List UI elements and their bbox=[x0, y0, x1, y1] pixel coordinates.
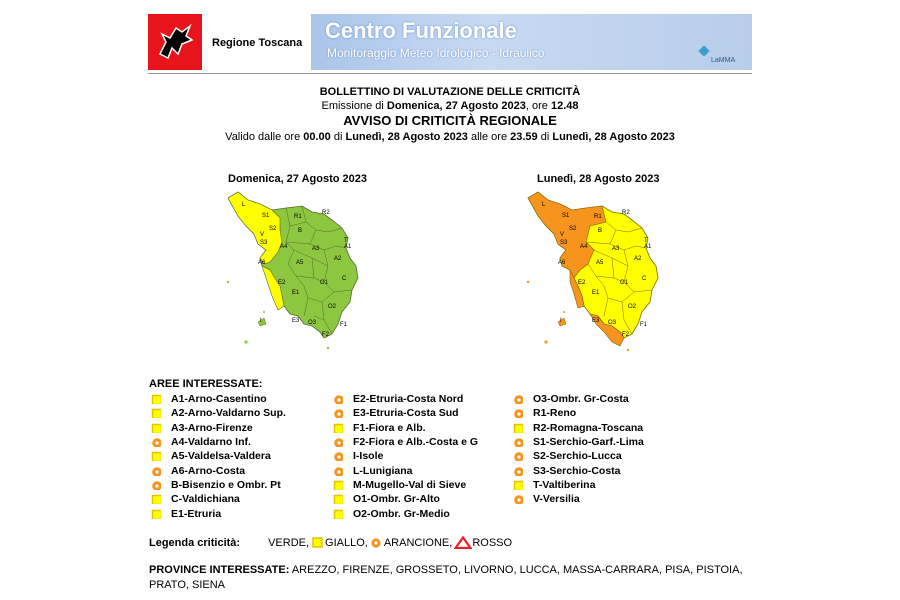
yellow-square-icon bbox=[513, 423, 523, 433]
orange-circle-icon bbox=[333, 451, 343, 461]
svg-text:A4: A4 bbox=[580, 244, 588, 250]
svg-text:R1: R1 bbox=[294, 214, 302, 220]
svg-text:E2: E2 bbox=[578, 280, 586, 286]
svg-text:S2: S2 bbox=[569, 226, 577, 232]
area-label: O1-Ombr. Gr-Alto bbox=[353, 493, 440, 506]
svg-text:O2: O2 bbox=[328, 304, 337, 310]
area-label: O2-Ombr. Gr-Medio bbox=[353, 507, 450, 520]
area-label: R2-Romagna-Toscana bbox=[533, 421, 644, 434]
areas-column-2 bbox=[333, 392, 478, 521]
area-label: O3-Ombr. Gr-Costa bbox=[533, 393, 629, 406]
provinces-label: PROVINCE INTERESSATE: bbox=[149, 564, 290, 576]
svg-text:T: T bbox=[644, 238, 648, 244]
svg-text:A1: A1 bbox=[344, 244, 352, 250]
areas-column-1 bbox=[151, 392, 286, 521]
svg-text:I: I bbox=[560, 318, 562, 324]
map-right-title: Lunedì, 28 Agosto 2023 bbox=[537, 173, 660, 185]
svg-text:A2: A2 bbox=[634, 256, 642, 262]
svg-text:O1: O1 bbox=[620, 280, 629, 286]
svg-text:S1: S1 bbox=[562, 213, 570, 219]
svg-text:L: L bbox=[242, 202, 246, 208]
orange-circle-icon bbox=[513, 437, 523, 447]
svg-text:O3: O3 bbox=[308, 320, 317, 326]
area-label: A5-Valdelsa-Valdera bbox=[171, 450, 271, 463]
svg-text:S1: S1 bbox=[262, 213, 270, 219]
svg-text:A6: A6 bbox=[258, 260, 266, 266]
yellow-square-icon bbox=[333, 509, 343, 519]
area-label: A6-Arno-Costa bbox=[171, 464, 246, 477]
svg-text:C: C bbox=[342, 276, 347, 282]
svg-text:F2: F2 bbox=[322, 332, 330, 338]
orange-circle-icon bbox=[151, 437, 161, 447]
svg-text:F1: F1 bbox=[640, 322, 648, 328]
provinces bbox=[149, 563, 749, 593]
map-domenica bbox=[224, 186, 374, 354]
pegasus-icon bbox=[148, 14, 202, 70]
area-item bbox=[513, 406, 644, 420]
area-label: A4-Valdarno Inf. bbox=[171, 436, 251, 449]
area-item bbox=[513, 478, 644, 492]
svg-text:A5: A5 bbox=[596, 260, 604, 266]
areas-column-3 bbox=[513, 392, 644, 506]
banner-title: Centro Funzionale bbox=[325, 18, 517, 43]
svg-text:S3: S3 bbox=[560, 240, 568, 246]
legend-verde: VERDE, bbox=[268, 536, 310, 549]
area-label: V-Versilia bbox=[533, 493, 580, 506]
svg-text:R2: R2 bbox=[322, 210, 330, 216]
emission-line: Emissione di Domenica, 27 Agosto 2023, ore 12.48 bbox=[321, 100, 579, 112]
yellow-square-icon bbox=[311, 537, 325, 549]
svg-text:E3: E3 bbox=[592, 318, 600, 324]
area-label: A2-Arno-Valdarno Sup. bbox=[171, 407, 286, 420]
header-divider bbox=[148, 73, 752, 74]
area-item bbox=[333, 421, 478, 435]
area-item bbox=[333, 492, 478, 506]
area-label: F2-Fiora e Alb.-Costa e G bbox=[353, 436, 479, 449]
svg-text:R1: R1 bbox=[594, 214, 602, 220]
svg-text:B: B bbox=[298, 228, 303, 234]
svg-text:V: V bbox=[260, 232, 265, 238]
svg-text:E2: E2 bbox=[278, 280, 286, 286]
validity-line: Valido dalle ore 00.00 di Lunedì, 28 Agosto 2023 alle ore 23.59 di Lunedì, 28 Agosto 2023 bbox=[225, 131, 675, 143]
legend bbox=[149, 536, 514, 549]
svg-text:A3: A3 bbox=[612, 246, 620, 252]
area-label: F1-Fiora e Alb. bbox=[353, 421, 426, 434]
svg-text:A5: A5 bbox=[296, 260, 304, 266]
provinces-list: AREZZO, FIRENZE, GROSSETO, LIVORNO, LUCCA, MASSA-CARRARA, PISA, PISTOIA, PRATO, SIENA bbox=[149, 564, 743, 591]
area-item bbox=[151, 449, 286, 463]
banner-subtitle: Monitoraggio Meteo Idrologico - Idraulico bbox=[327, 46, 545, 60]
area-item bbox=[333, 478, 478, 492]
area-label: L-Lunigiana bbox=[353, 464, 413, 477]
area-label: M-Mugello-Val di Sieve bbox=[353, 478, 467, 491]
area-label: B-Bisenzio e Ombr. Pt bbox=[171, 478, 281, 491]
svg-text:A2: A2 bbox=[334, 256, 342, 262]
svg-text:A1: A1 bbox=[644, 244, 652, 250]
area-item bbox=[151, 435, 286, 449]
svg-text:E1: E1 bbox=[292, 290, 300, 296]
orange-circle-icon bbox=[513, 494, 523, 504]
svg-text:I: I bbox=[260, 318, 262, 324]
areas-heading: AREE INTERESSATE: bbox=[149, 378, 263, 390]
yellow-square-icon bbox=[151, 394, 161, 404]
svg-text:R2: R2 bbox=[622, 210, 630, 216]
svg-text:A3: A3 bbox=[312, 246, 320, 252]
area-label: E3-Etruria-Costa Sud bbox=[353, 407, 459, 420]
area-label: E2-Etruria-Costa Nord bbox=[353, 393, 464, 406]
orange-circle-icon bbox=[513, 408, 523, 418]
legend-label: Legenda criticità: bbox=[149, 536, 241, 549]
map-left-title: Domenica, 27 Agosto 2023 bbox=[228, 173, 367, 185]
area-item bbox=[513, 492, 644, 506]
area-label: T-Valtiberina bbox=[533, 478, 596, 491]
area-item bbox=[513, 392, 644, 406]
svg-text:S2: S2 bbox=[269, 226, 277, 232]
avviso-title: AVVISO DI CRITICITÀ REGIONALE bbox=[343, 113, 557, 128]
yellow-square-icon bbox=[151, 509, 161, 519]
area-item bbox=[333, 406, 478, 420]
area-item bbox=[513, 421, 644, 435]
area-label: I-Isole bbox=[353, 450, 384, 463]
area-label: S2-Serchio-Lucca bbox=[533, 450, 622, 463]
svg-text:F1: F1 bbox=[340, 322, 348, 328]
svg-text:O1: O1 bbox=[320, 280, 329, 286]
area-item bbox=[513, 463, 644, 477]
orange-circle-icon bbox=[333, 394, 343, 404]
area-item bbox=[333, 463, 478, 477]
red-triangle-icon bbox=[454, 536, 472, 549]
area-label: C-Valdichiana bbox=[171, 493, 240, 506]
area-item bbox=[513, 435, 644, 449]
orange-circle-icon bbox=[151, 480, 161, 490]
svg-text:A4: A4 bbox=[280, 244, 288, 250]
svg-text:B: B bbox=[598, 228, 603, 234]
area-item bbox=[333, 449, 478, 463]
yellow-square-icon bbox=[333, 494, 343, 504]
area-item bbox=[151, 392, 286, 406]
regione-toscana-logo bbox=[148, 14, 202, 70]
yellow-square-icon bbox=[151, 423, 161, 433]
orange-circle-icon bbox=[151, 466, 161, 476]
area-item bbox=[151, 406, 286, 420]
area-item bbox=[333, 392, 478, 406]
yellow-square-icon bbox=[151, 494, 161, 504]
area-item bbox=[151, 478, 286, 492]
svg-text:F2: F2 bbox=[622, 332, 630, 338]
area-item bbox=[151, 506, 286, 520]
area-label: E1-Etruria bbox=[171, 507, 222, 520]
area-item bbox=[151, 421, 286, 435]
area-label: A1-Arno-Casentino bbox=[171, 393, 267, 406]
svg-text:A6: A6 bbox=[558, 260, 566, 266]
area-label: A3-Arno-Firenze bbox=[171, 421, 253, 434]
map-lunedi bbox=[524, 186, 674, 358]
yellow-square-icon bbox=[333, 480, 343, 490]
area-item bbox=[151, 463, 286, 477]
svg-text:E1: E1 bbox=[592, 290, 600, 296]
orange-circle-icon bbox=[333, 408, 343, 418]
centro-funzionale-banner bbox=[311, 14, 752, 70]
legend-rosso: ROSSO bbox=[472, 536, 513, 549]
yellow-square-icon bbox=[333, 423, 343, 433]
area-item bbox=[513, 449, 644, 463]
svg-text:E3: E3 bbox=[292, 318, 300, 324]
legend-giallo: GIALLO, bbox=[325, 536, 368, 549]
svg-text:L: L bbox=[542, 202, 546, 208]
area-item bbox=[333, 435, 478, 449]
area-label: S1-Serchio-Garf.-Lima bbox=[533, 436, 644, 449]
area-label: S3-Serchio-Costa bbox=[533, 464, 621, 477]
svg-text:T: T bbox=[344, 238, 348, 244]
svg-text:S3: S3 bbox=[260, 240, 268, 246]
svg-text:O3: O3 bbox=[608, 320, 617, 326]
svg-text:C: C bbox=[642, 276, 647, 282]
area-item bbox=[151, 492, 286, 506]
area-item bbox=[333, 506, 478, 520]
svg-text:O2: O2 bbox=[628, 304, 637, 310]
orange-circle-icon bbox=[370, 537, 384, 549]
lamma-logo bbox=[698, 44, 744, 66]
yellow-square-icon bbox=[513, 480, 523, 490]
orange-circle-icon bbox=[333, 466, 343, 476]
yellow-square-icon bbox=[151, 408, 161, 418]
orange-circle-icon bbox=[513, 451, 523, 461]
area-label: R1-Reno bbox=[533, 407, 577, 420]
orange-circle-icon bbox=[513, 466, 523, 476]
yellow-square-icon bbox=[151, 451, 161, 461]
orange-circle-icon bbox=[333, 437, 343, 447]
org-name: Regione Toscana bbox=[212, 37, 303, 49]
bulletin-title: BOLLETTINO DI VALUTAZIONE DELLE CRITICITÀ bbox=[319, 86, 581, 98]
orange-circle-icon bbox=[513, 394, 523, 404]
lamma-text: LaMMA bbox=[711, 57, 736, 64]
svg-text:V: V bbox=[560, 232, 565, 238]
legend-arancione: ARANCIONE, bbox=[383, 536, 453, 549]
